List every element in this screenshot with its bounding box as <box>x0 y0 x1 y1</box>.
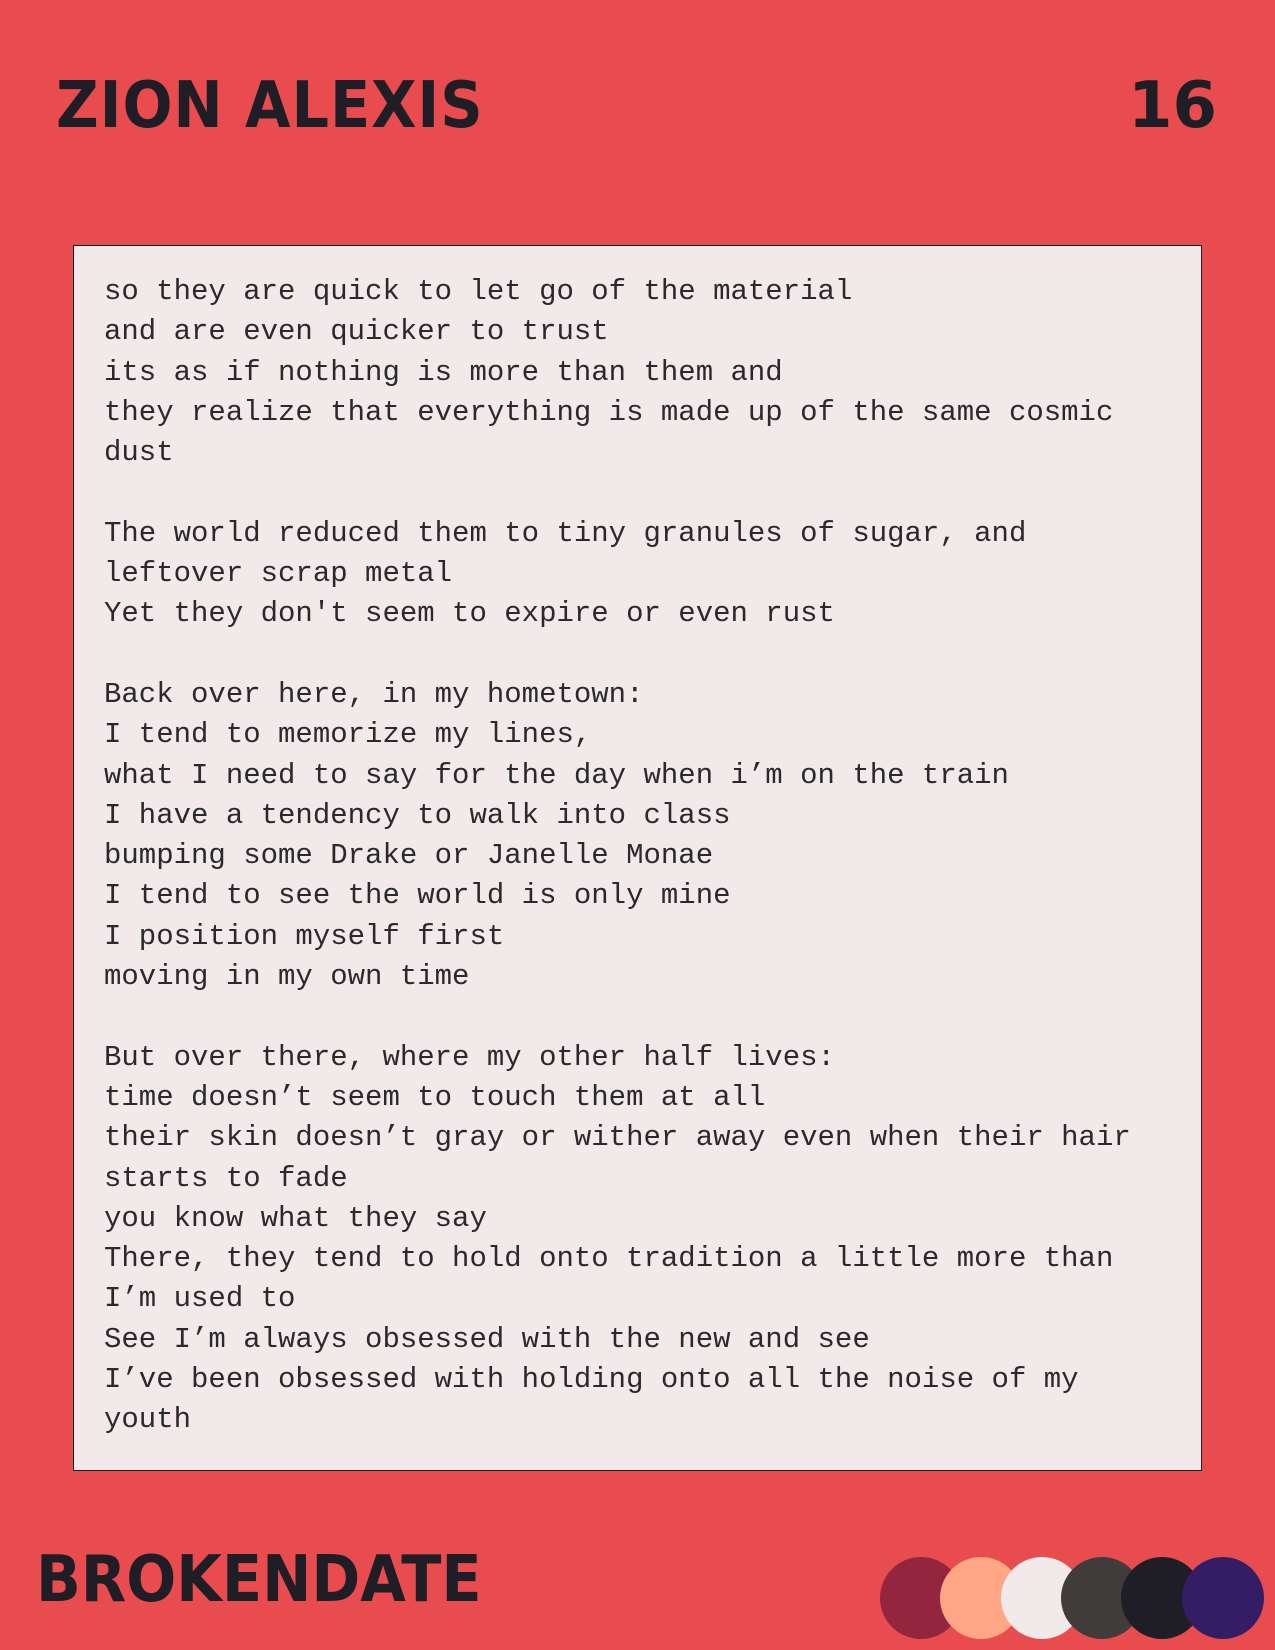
poem-line: Back over here, in my hometown: <box>104 677 644 711</box>
poem-line: dust <box>104 436 174 470</box>
publication-name: BROKENDATE <box>36 1543 482 1617</box>
poem-line: bumping some Drake or Janelle Monae <box>104 839 714 873</box>
poem-line: I’ve been obsessed with holding onto all the noise of my <box>104 1363 1079 1397</box>
poem-line: I have a tendency to walk into class <box>104 798 731 832</box>
poem-line: There, they tend to hold onto tradition a little more than <box>104 1242 1114 1276</box>
indigo-swatch <box>1182 1557 1264 1639</box>
poem-line: See I’m always obsessed with the new and see <box>104 1322 870 1356</box>
poem-line: time doesn’t seem to touch them at all <box>104 1080 766 1114</box>
poem-line: what I need to say for the day when i’m on the train <box>104 758 1009 792</box>
poem-line: you know what they say <box>104 1201 487 1235</box>
poem-line: so they are quick to let go of the material <box>104 275 853 308</box>
poem-line: and are even quicker to trust <box>104 315 609 349</box>
poem-body <box>104 272 1201 1441</box>
poem-line: its as if nothing is more than them and <box>104 355 783 389</box>
poem-line: leftover scrap metal <box>104 557 453 591</box>
poem-line: moving in my own time <box>104 960 470 994</box>
poem-text-box <box>73 245 1202 1471</box>
poem-line: The world reduced them to tiny granules of sugar, and <box>104 516 1027 550</box>
stanza-break <box>104 473 1201 513</box>
poem-line: starts to fade <box>104 1161 348 1195</box>
page-number: 16 <box>1127 69 1217 143</box>
poem-line: I tend to memorize my lines, <box>104 718 592 752</box>
stanza-break <box>104 635 1201 675</box>
poem-line: I position myself first <box>104 919 505 953</box>
poem-line: Yet they don't seem to expire or even rust <box>104 597 835 631</box>
poem-line: I’m used to <box>104 1282 296 1316</box>
author-name: ZION ALEXIS <box>56 69 484 143</box>
stanza-break <box>104 997 1201 1037</box>
poem-line: I tend to see the world is only mine <box>104 879 731 913</box>
poem-line: youth <box>104 1403 192 1437</box>
poem-line: their skin doesn’t gray or wither away even when their hair <box>104 1121 1131 1155</box>
poem-line: But over there, where my other half lives: <box>104 1040 835 1074</box>
poem-line: they realize that everything is made up of the same cosmic <box>104 395 1114 429</box>
color-palette <box>880 1557 1265 1639</box>
